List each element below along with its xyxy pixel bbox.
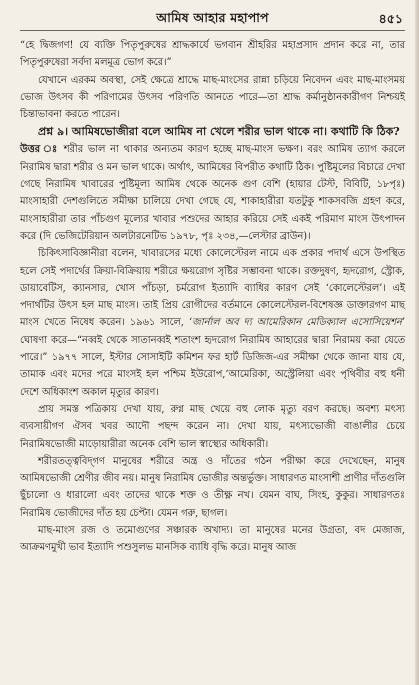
question-heading: প্রশ্ন ৯। আমিষভোজীরা বলে আমিষ না খেলে শরীর ভাল থাকে না। কথাটি কি ঠিক? (38, 125, 400, 139)
answer-text: শরীর ভাল না থাকার অন্যতম কারণ হচ্ছে মাছ-মাংস ভক্ষণ। বরং আমিষ ত্যাগ করলে নিরামিষ দ্বারা শরীর ও মন ভাল থাকে। অর্থাৎ, আমিষের বিপরীত কথাটি ঠিক। পুষ্টিমূলের বিচারে দেখা গেছে নিরামিষ খাবারের পুষ্টিমূল্য আমিষ থেকে অনেক গুণ বেশি (হায়ার টেস্ট, বিবিটি, ১৮পৃঃ) মাংসাহারী দেশগুলিতে সমীক্ষা চালিয়ে দেখা গেছে যে, শাকাহারীরা যতটুকু শাকসবজি গ্রহণ করে, মাংসাহারীরা তার পাঁচগুণ মূল্যের খাবার পশুদের আহার করিয়ে সেই একই পরিমাণ মাংস উৎপাদন করে (দি ভেজিটেরিয়ান অলটারনেটিভ ১৯৭৮, পৃঃ ২৩৪,—লেস্টার ব্রাউন)। (20, 144, 405, 242)
paragraph-cholesterol (20, 245, 405, 401)
paragraph-gunas: মাছ-মাংস রজ ও তমোগুণের সঞ্চারক অখাদ্য। তা মানুষের মনের উগ্রতা, বদ মেজাজ, আক্রমণমুখী ভাব ইত্যাদি পশুসুলভ মানসিক ব্যাধি বৃদ্ধি করে। মানুষ আজ (20, 525, 405, 554)
page-header (20, 10, 405, 31)
paragraph-anatomy: শরীরতত্ত্ববিদ্‌গণ মানুষের শরীরে অন্ত্র ও দাঁতের গঠন পরীক্ষা করে দেখেছেন, মানুষ আমিষভোজী শ্রেণীর জীব নয়। মানুষ নিরামিষ ভোজীর অন্তর্ভুক্ত। সাধারণত মাংসাশী প্রাণীর দাঁতগুলি ছুঁচালো ও ধারালো এবং তাদের থাকে শক্ত ও তীক্ষ্ণ নখ। যেমন বাঘ, সিংহ, কুকুর। সাধারণতঃ নিরামিষ ভোজীদের দাঁত হয় চেপ্টা। যেমন গরু, ছাগল। (20, 455, 405, 519)
paragraph-answer (20, 141, 405, 245)
paragraph-shraddha: যেখানে এরকম অবস্থা, সেই ক্ষেত্রে শ্রাদ্ধে মাছ-মাংসের রান্না চড়িয়ে নিবেদন এবং মাছ-মাংসময় ভোজ উৎসব কী পরিণামের উৎসব পরিণতি আনতে পারে—তা শ্রাদ্ধ কর্মানুষ্ঠানকারীগণ নিশ্চয়ই চিন্তাভাবনা করতে পারেন। (20, 74, 405, 121)
answer-label: উত্তর ঃ (20, 144, 59, 156)
paragraph-quote: “হে দ্বিজগণ! যে ব্যক্তি পিতৃপুরুষের শ্রাদ্ধকার্যে ভগবান শ্রীহরির মহাপ্রসাদ প্রদান করে না, তার পিতৃপুরুষেরা সর্বদা মলমূত্র ভোগ করে।” (20, 40, 405, 69)
cholesterol-text-b: ঘোষণা করে—“নব্বই থেকে সাতানব্বই শতাংশ হৃদরোগ নিরামিষ আহারের দ্বারা নিরাময় করা যেতে পারে।” ১৯৭৭ সালে, ইস্টার সোসাইটি কমিশন ফর হার্ট ডিজিজ-এর সমীক্ষা থেকে জানা যায় যে, তামাক এবং মদের পরে মাংসই হল পশ্চিম ইউরোপ,‘আমেরিকা, অস্ট্রেলিয়া এবং পৃথিবীর বহু ধনী দেশে অধিকাংশ অকাল মৃত্যুর কারণ। (20, 334, 405, 398)
journal-title: ‘জার্নাল অব দ্য আমেরিকান মেডিক্যাল এসোসিয়েশন’ (188, 317, 405, 329)
paragraph-fish: প্রায় সমস্ত পত্রিকায় দেখা যায়, রুগ্ন মাছ খেয়ে বহু লোক মৃত্যু বরণ করছে। অবশ্য মৎস্য ব্যবসায়ীগণ ঐসব খবর আদৌ পছন্দ করেন না। দেখা যায়, মৎস্যভোজী বাঙালীর চেয়ে নিরামিষভোজী মাড়োয়ারীরা অনেক বেশি ভাল স্বাস্থ্যের অধিকারী। (20, 403, 405, 450)
page-body (20, 37, 405, 557)
page-number: ৪৫১ (378, 11, 403, 26)
running-title: আমিষ আহার মহাপাপ (156, 10, 269, 25)
page-edge (415, 0, 419, 685)
cholesterol-text-a: চিকিৎসাবিজ্ঞানীরা বলেন, খাবারসের মধ্যে কোলেস্টেরল নামে এক প্রকার পদার্থ এসে উপস্থিত হলে সেই পদার্থের ক্রিয়া-বিক্রিয়ায় শরীরে ক্ষয়রোগ সৃষ্টির সম্ভাবনা থাকে। রক্তদুষণ, হৃদরোগ, স্ট্রোক, ডায়াবেটিস, ক্যানসার, খোস পাঁচড়া, চর্মরোগ ইত্যাদি ব্যাধির কারণ সেই ‘কোলেস্টেরল’। এই পদার্থটির উৎস হল মাছ মাংস। তাই প্রিয় রোগীদের বর্তমানে কোলেস্টেরল-বিশেষজ্ঞ ডাক্তারগণ মাছ মাংস খেতে নিষেধ করেন। ১৯৬১ সালে, (20, 248, 405, 329)
